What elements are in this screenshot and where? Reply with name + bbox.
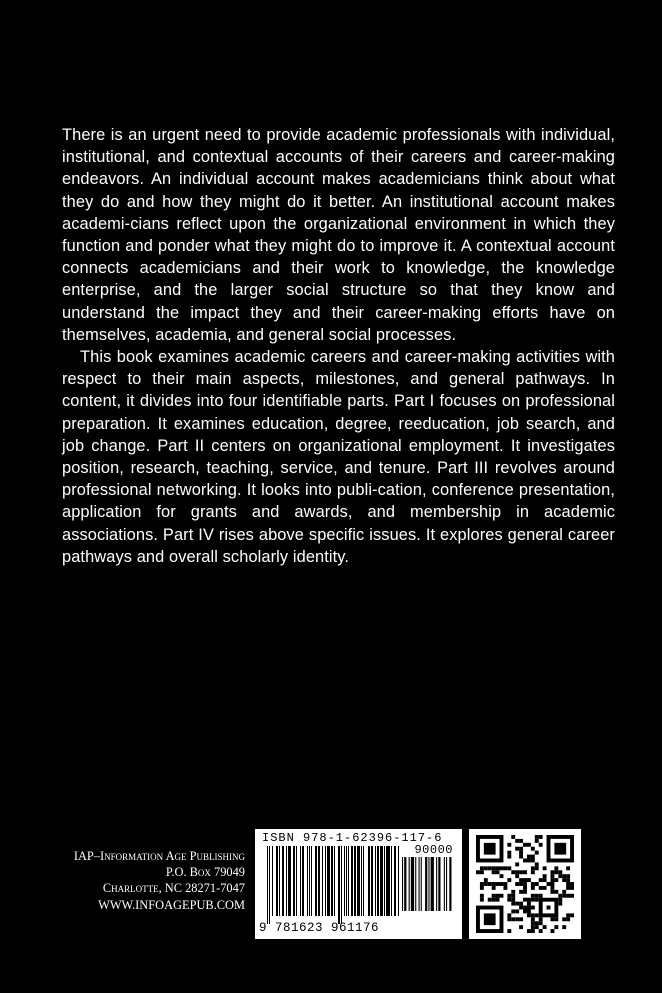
qr-code (469, 829, 581, 939)
publisher-po-box: P.O. Box 79049 (165, 865, 245, 880)
barcode-number: 9 781623 961176 (259, 921, 380, 935)
back-cover-blurb (62, 124, 615, 568)
publisher-website: WWW.INFOAGEPUB.COM (98, 897, 245, 912)
isbn-label: ISBN 978-1-62396-117-6 (262, 831, 443, 845)
barcode-bars-icon (267, 846, 399, 924)
barcode-addon: 90000 (414, 843, 453, 857)
addon-bars-icon (402, 857, 452, 919)
publisher-name: IAP–Information Age Publishing (73, 849, 245, 863)
blurb-paragraph-1: There is an urgent need to provide academic professionals with individual, institutional, and contextual accounts of their careers and career-making endeavors. An individual account makes academicians think about what they do and how they might do it better. An institutional account makes academi-cians reflect upon the organizational environment in which they function and ponder what they might do to improve it. A contextual account connects academicians and their work to knowledge, the knowledge enterprise, and the larger social structure so that they know and understand the impact they and their career-making efforts have on themselves, academia, and general social processes. (62, 126, 615, 344)
blurb-paragraph-2: This book examines academic careers and career-making activities with respect to their main aspects, milestones, and general pathways. In content, it divides into four identifiable parts. Part I focuses on professional preparation. It examines education, degree, reeducation, job search, and job change. Part II centers on organizational employment. It investigates position, research, teaching, service, and tenure. Part III revolves around professional networking. It looks into publi-cation, conference presentation, application for grants and awards, and membership in academic associations. Part IV rises above specific issues. It explores general career pathways and overall scholarly identity. (62, 348, 615, 566)
isbn-barcode (255, 829, 462, 939)
publisher-info (74, 848, 245, 913)
publisher-city: Charlotte, NC 28271-7047 (102, 881, 245, 896)
qr-code-icon (476, 835, 574, 933)
